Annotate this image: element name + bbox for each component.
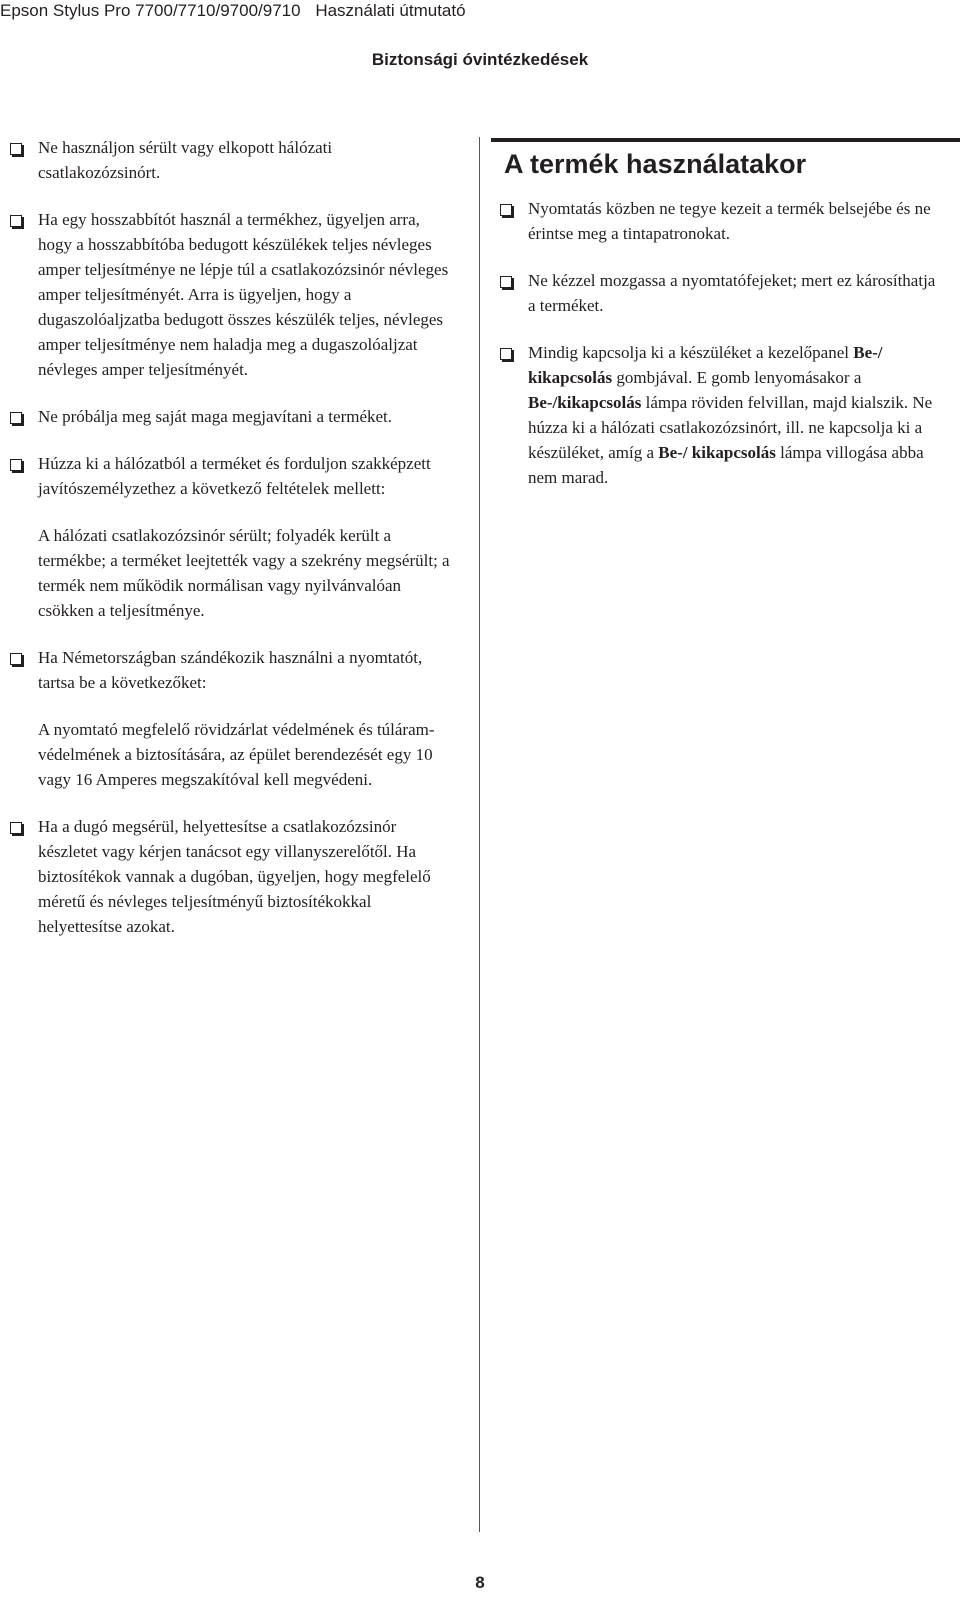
text-run: Mindig kapcsolja ki a készüléket a kezelőpanel bbox=[528, 343, 854, 362]
left-column bbox=[10, 135, 450, 961]
list-item bbox=[10, 451, 450, 501]
list-item bbox=[500, 340, 940, 490]
checkbox-bullet-icon bbox=[10, 412, 22, 424]
list-item bbox=[500, 268, 940, 318]
sub-paragraph: A hálózati csatlakozózsinór sérült; folyadék került a termékbe; a terméket leejtették vagy a szekrény megsérült; a termék nem működik normálisan vagy nyilvánvalóan csökken a teljesítménye. bbox=[38, 526, 450, 620]
checkbox-bullet-icon bbox=[10, 143, 22, 155]
list-item-text: Nyomtatás közben ne tegye kezeit a termék belsejébe és ne érintse meg a tintapatronokat. bbox=[528, 199, 931, 243]
section-heading: A termék használatakor bbox=[504, 149, 807, 179]
list-item-text: Ha a dugó megsérül, helyettesítse a csatlakozózsinór készletet vagy kérjen tanácsot egy villanyszerelőtől. Ha biztosítékok vannak a dugóban, ügyeljen, hogy megfelelő méretű és névleges teljesítményű biztosítékokkal helyettesítse azokat. bbox=[38, 817, 431, 936]
text-run: gombjával. E gomb lenyomásakor a bbox=[612, 368, 862, 387]
list-item-text: Ne használjon sérült vagy elkopott hálózati csatlakozózsinórt. bbox=[38, 138, 333, 182]
checkbox-bullet-icon bbox=[10, 822, 22, 834]
checkbox-bullet-icon bbox=[10, 653, 22, 665]
text-run: lámpa röviden felvillan, majd kialszik. Ne húzza ki a hálózati csatlakozózsinórt, ill. ne kapcsolja ki a készüléket, amíg a bbox=[528, 393, 933, 462]
checkbox-bullet-icon bbox=[10, 459, 22, 471]
right-column bbox=[500, 138, 940, 512]
list-item bbox=[10, 135, 450, 185]
running-header bbox=[0, 0, 476, 22]
checkbox-bullet-icon bbox=[500, 204, 512, 216]
list-item-text bbox=[528, 343, 932, 487]
list-item-text: Ne kézzel mozgassa a nyomtatófejeket; mert ez károsíthatja a terméket. bbox=[528, 271, 936, 315]
sub-paragraph: A nyomtató megfelelő rövidzárlat védelmének és túláram-védelmének a biztosítására, az épület berendezését egy 10 vagy 16 Amperes megszakítóval kell megvédeni. bbox=[38, 720, 435, 789]
lamp-name: Be-/kikapcsolás bbox=[528, 393, 642, 412]
button-name: Be-/ kikapcsolás bbox=[528, 343, 883, 387]
list-item bbox=[10, 814, 450, 939]
product-name: Epson Stylus Pro 7700/7710/9700/9710 bbox=[0, 1, 301, 20]
list-item-text: Húzza ki a hálózatból a terméket és forduljon szakképzett javítószemélyzethez a következő feltételek mellett: bbox=[38, 454, 431, 498]
list-item-text: Ne próbálja meg saját maga megjavítani a terméket. bbox=[38, 407, 393, 426]
list-item bbox=[500, 196, 940, 246]
list-item bbox=[10, 207, 450, 382]
list-item bbox=[10, 645, 450, 695]
list-item-text: Ha egy hosszabbítót használ a termékhez, ügyeljen arra, hogy a hosszabbítóba bedugott készülékek teljes névleges amper teljesítménye ne lépje túl a csatlakozózsinór névleges amper teljesítményét. Arra is ügyeljen, hogy a dugaszolóaljzatba bedugott összes készülék teljes, névleges amper teljesítménye nem haladja meg a dugaszolóaljzat névleges amper teljesítményét. bbox=[38, 210, 449, 379]
page-number: 8 bbox=[475, 1573, 485, 1592]
section-title: Biztonsági óvintézkedések bbox=[371, 50, 589, 69]
document-title: Használati útmutató bbox=[315, 1, 466, 20]
list-item-text: Ha Németországban szándékozik használni a nyomtatót, tartsa be a következőket: bbox=[38, 648, 423, 692]
checkbox-bullet-icon bbox=[500, 276, 512, 288]
text-run: lámpa villogása abba nem marad. bbox=[528, 443, 924, 487]
list-item bbox=[10, 404, 450, 429]
checkbox-bullet-icon bbox=[10, 215, 22, 227]
column-divider bbox=[479, 137, 480, 1532]
lamp-name: Be-/ kikapcsolás bbox=[658, 443, 776, 462]
checkbox-bullet-icon bbox=[500, 348, 512, 360]
